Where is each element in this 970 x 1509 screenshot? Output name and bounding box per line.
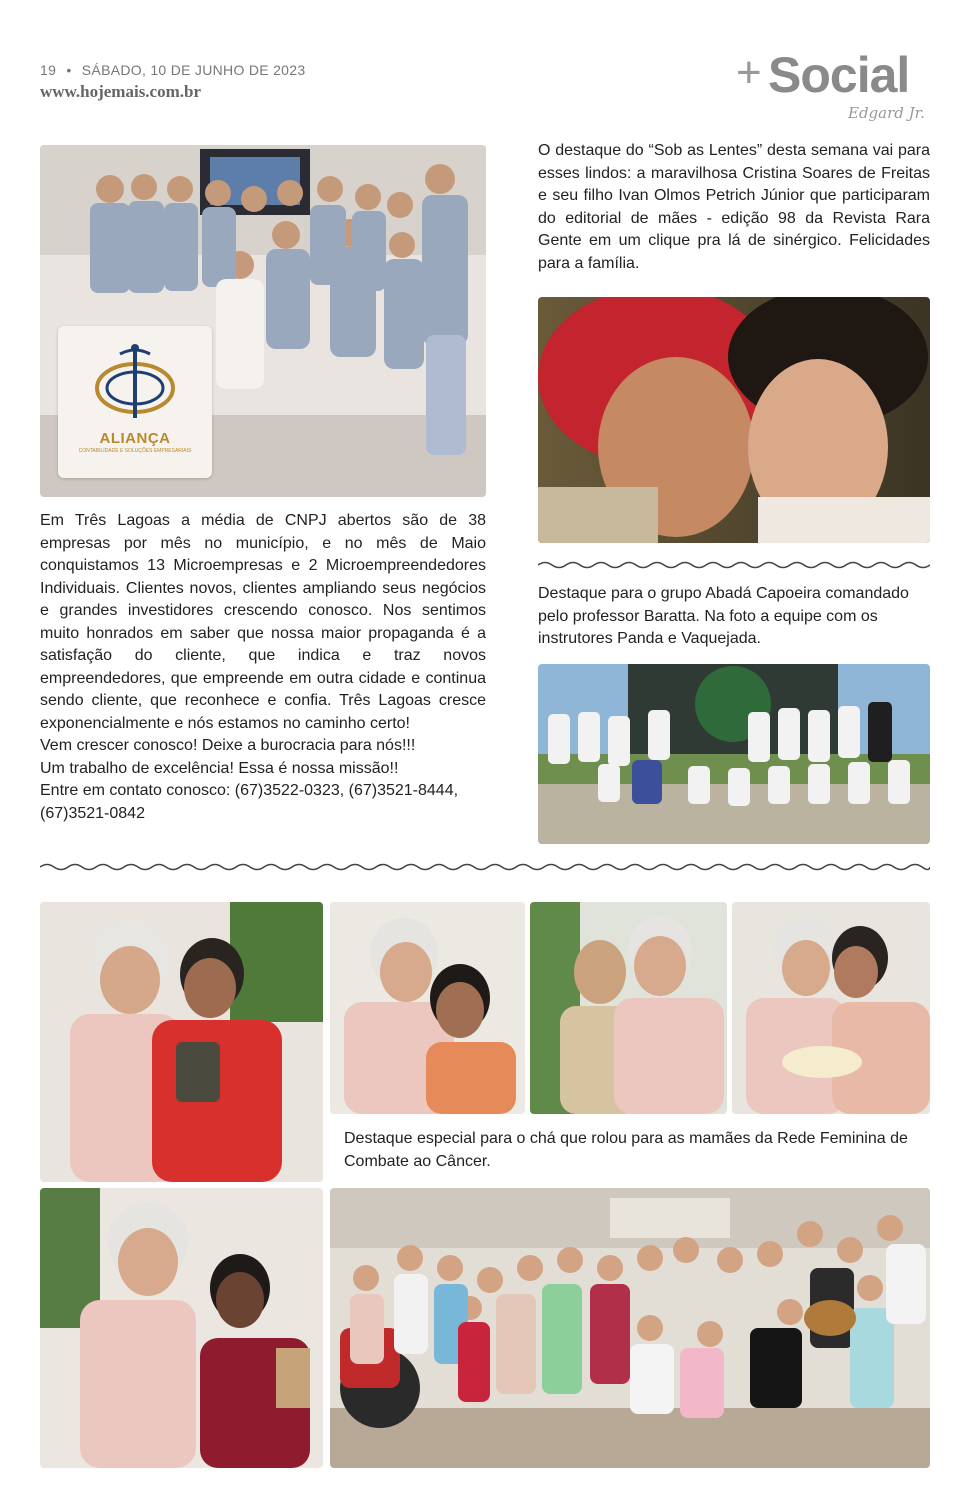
intro-text: O destaque do “Sob as Lentes” desta semana vai para esses lindos: a maravilhosa Cristina Soares de Freitas e seu filho Ivan Olmos Petrich Júnior que participaram do editorial de mães - edição 98 da Revista Rara Gente em um clique pra lá de sinérgico. Felicidades para a família. [538, 142, 930, 272]
page-date: SÁBADO, 10 DE JUNHO DE 2023 [81, 62, 306, 78]
event-photo-4 [732, 902, 930, 1114]
site-url[interactable]: www.hojemais.com.br [40, 82, 202, 101]
logo-name: ALIANÇA [99, 430, 171, 447]
mother-son-photo [538, 297, 930, 543]
wavy-divider-full [40, 862, 930, 872]
brand-plus: + [736, 48, 762, 97]
capoeira-caption: Destaque para o grupo Abadá Capoeira comandado pelo professor Baratta. Na foto a equipe com os instrutores Panda e Vaquejada. [538, 585, 909, 647]
article-line-2: Um trabalho de excelência! Essa é nossa missão!! [40, 759, 399, 777]
group-photo [330, 1188, 930, 1468]
alianca-article [40, 510, 486, 825]
article-paragraph: Em Três Lagoas a média de CNPJ abertos são de 38 empresas por mês no município, e no mês de Maio conquistamos 13 Microempresas e 2 Microempreendedores Individuais. Clientes novos, clientes ampliando seus negócios e grandes investidores crescendo conosco. Nos sentimos muito honrados em saber que nossa maior propaganda é a satisfação do cliente, que indica e traz novos empreendedores, que empreende em outra cidade e continua sendo cliente, que reconhece e confia. Três Lagoas cresce exponencialmente e nós estamos no caminho certo! [40, 512, 486, 732]
logo-subtitle: CONTABILIDADE E SOLUÇÕES EMPRESARIAIS [78, 448, 192, 454]
caduceus-icon [58, 326, 212, 426]
article-line-1: Vem crescer conosco! Deixe a burocracia para nós!!! [40, 737, 416, 754]
brand-title: Social [768, 47, 910, 103]
section-brand [730, 42, 930, 132]
rede-feminina-caption: Destaque especial para o chá que rolou para as mamães da Rede Feminina de Combate ao Câncer. [344, 1130, 908, 1170]
brand-signature: Edgard Jr. [848, 104, 925, 122]
capoeira-photo [538, 664, 930, 844]
article-contact: Entre em contato conosco: (67)3522-0323, (67)3521-8444, (67)3521-0842 [40, 782, 459, 822]
event-photo-2 [330, 902, 525, 1114]
page-meta [40, 62, 305, 78]
wavy-divider [538, 560, 930, 570]
meta-separator: • [66, 62, 72, 78]
page-number: 19 [40, 62, 57, 78]
event-photo-1 [40, 902, 323, 1182]
alianca-logo-card [58, 326, 212, 478]
event-photo-5 [40, 1188, 323, 1468]
event-photo-3 [530, 902, 727, 1114]
